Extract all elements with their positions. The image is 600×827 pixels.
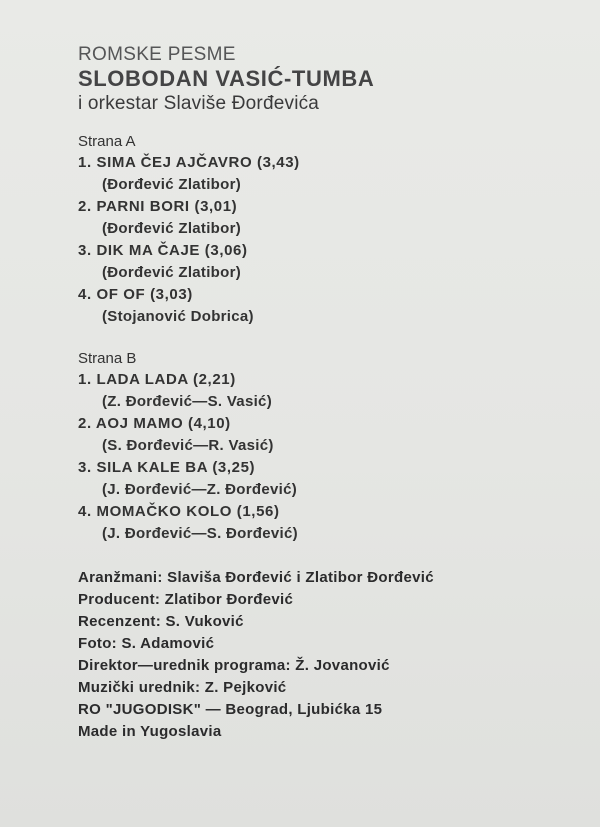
production-credits <box>78 567 578 743</box>
track-b2 <box>78 413 578 457</box>
credit-label-address: RO "JUGODISK" — Beograd, Ljubićka 15 <box>78 701 383 718</box>
track-credit: (J. Đorđević—Z. Đorđević) <box>102 481 298 498</box>
track-title: 4. OF OF (3,03) <box>78 286 193 303</box>
track-b4 <box>78 501 578 545</box>
series-title: ROMSKE PESME <box>78 44 236 65</box>
insert-content <box>78 44 578 743</box>
credit-arrangements: Aranžmani: Slaviša Đorđević i Zlatibor Đorđević <box>78 569 434 586</box>
credit-music-editor: Muzički urednik: Z. Pejković <box>78 679 287 696</box>
credit-origin: Made in Yugoslavia <box>78 723 222 740</box>
track-title: 2. AOJ MAMO (4,10) <box>78 415 231 432</box>
track-title: 2. PARNI BORI (3,01) <box>78 198 238 215</box>
track-credit: (J. Đorđević—S. Đorđević) <box>102 525 298 542</box>
credit-photo: Foto: S. Adamović <box>78 635 215 652</box>
track-a1 <box>78 152 578 196</box>
credit-producer: Producent: Zlatibor Đorđević <box>78 591 294 608</box>
track-title: 3. DIK MA ČAJE (3,06) <box>78 242 248 259</box>
track-title: 1. LADA LADA (2,21) <box>78 371 236 388</box>
track-title: 4. MOMAČKO KOLO (1,56) <box>78 503 280 520</box>
side-a-label: Strana A <box>78 133 136 150</box>
track-title: 3. SILA KALE BA (3,25) <box>78 459 256 476</box>
track-a2 <box>78 196 578 240</box>
side-b-label: Strana B <box>78 350 137 367</box>
track-credit: (Đorđević Zlatibor) <box>102 220 242 237</box>
track-credit: (Stojanović Dobrica) <box>102 308 254 325</box>
track-credit: (Đorđević Zlatibor) <box>102 176 242 193</box>
credit-director: Direktor—urednik programa: Ž. Jovanović <box>78 657 390 674</box>
artist-name: SLOBODAN VASIĆ-TUMBA <box>78 66 375 91</box>
track-a4 <box>78 284 578 328</box>
orchestra-line: i orkestar Slaviše Đorđevića <box>78 93 320 114</box>
track-b1 <box>78 369 578 413</box>
side-a <box>78 132 578 328</box>
track-credit: (S. Đorđević—R. Vasić) <box>102 437 274 454</box>
track-credit: (Z. Đorđević—S. Vasić) <box>102 393 272 410</box>
side-b <box>78 349 578 545</box>
track-a3 <box>78 240 578 284</box>
track-credit: (Đorđević Zlatibor) <box>102 264 242 281</box>
credit-reviewer: Recenzent: S. Vuković <box>78 613 244 630</box>
track-title: 1. SIMA ČEJ AJČAVRO (3,43) <box>78 154 300 171</box>
track-b3 <box>78 457 578 501</box>
